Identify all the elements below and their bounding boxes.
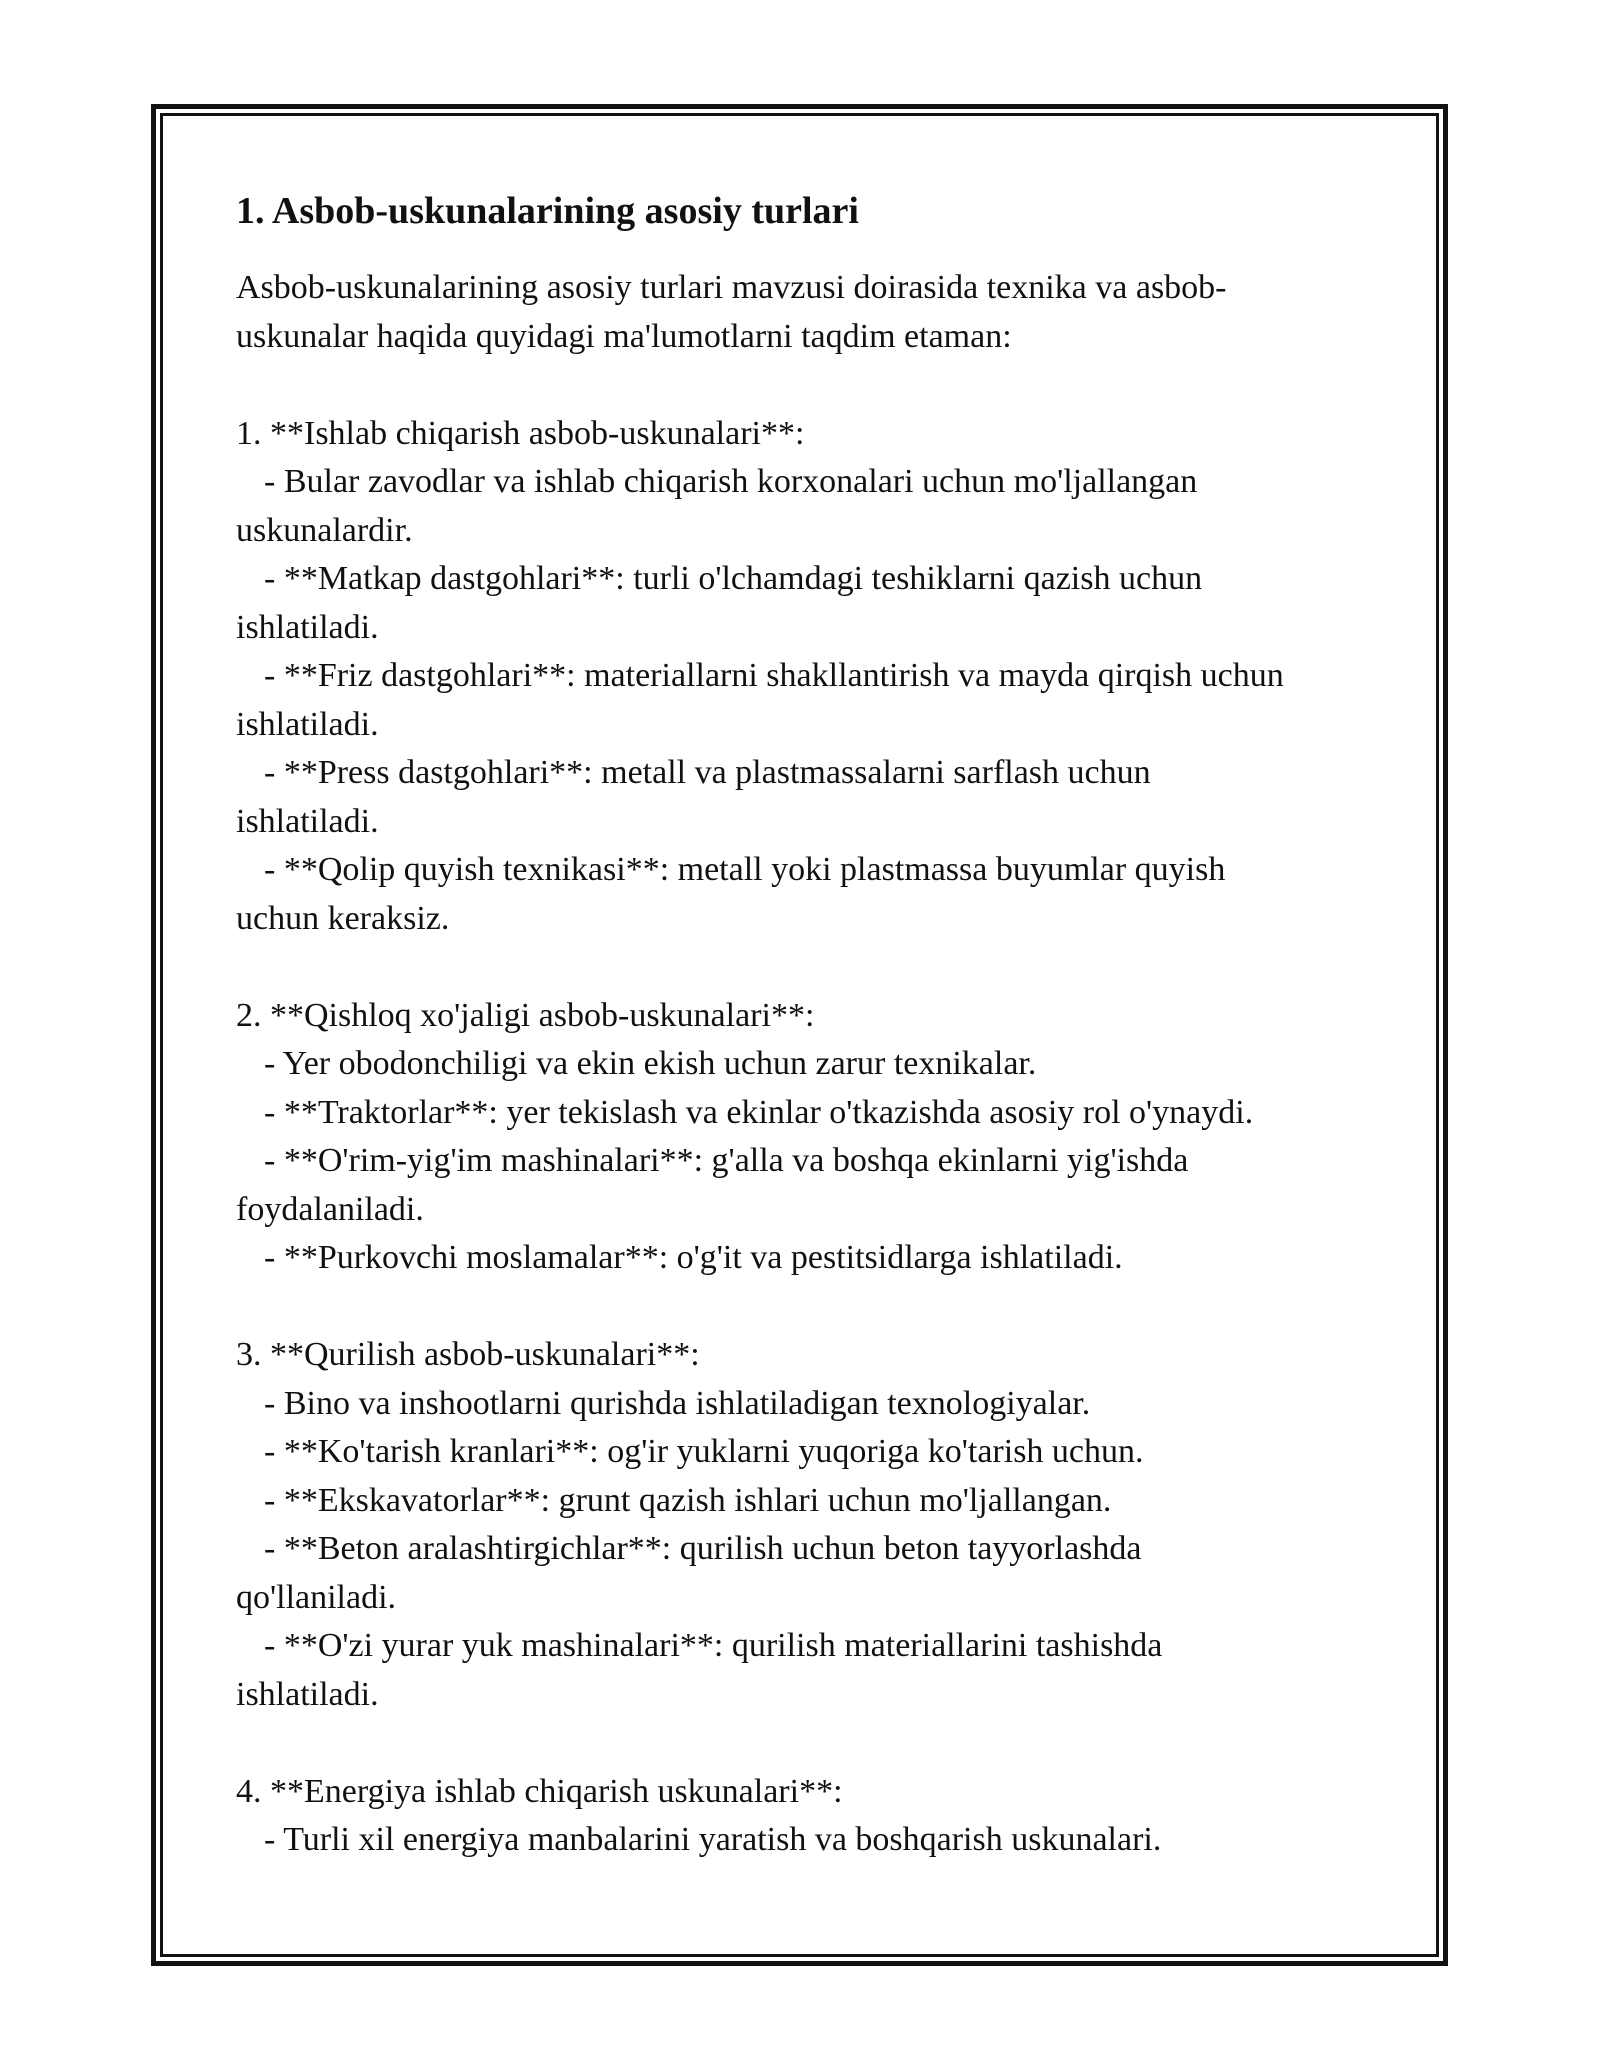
section [236,1331,1376,1719]
section [236,410,1376,944]
intro-line: uskunalar haqida quyidagi ma'lumotlarni taqdim etaman: [236,317,1012,355]
document-body [236,186,1376,1865]
section [236,1768,1376,1865]
list-item-continuation: ishlatiladi. [236,802,379,840]
list-item: - Yer obodonchiligi va ekin ekish uchun zarur texnikalar. [264,1045,1037,1082]
list-item: - **Qolip quyish texnikasi**: metall yoki plastmassa buyumlar quyish [264,851,1226,888]
list-item: - **Traktorlar**: yer tekislash va ekinlar o'tkazishda asosiy rol o'ynaydi. [264,1093,1254,1131]
list-item: - **O'zi yurar yuk mashinalari**: qurilish materiallarini tashishda [264,1627,1163,1664]
list-item-continuation: ishlatiladi. [236,1675,379,1713]
list-item-continuation: ishlatiladi. [236,705,379,743]
list-item: - **Ko'tarish kranlari**: og'ir yuklarni yuqoriga ko'tarish uchun. [264,1433,1144,1470]
section-title: 1. **Ishlab chiqarish asbob-uskunalari**: [236,414,805,452]
list-item: - **Matkap dastgohlari**: turli o'lchamdagi teshiklarni qazish uchun [264,560,1203,597]
page-title: 1. Asbob-uskunalarining asosiy turlari [236,190,859,232]
list-item: - Turli xil energiya manbalarini yaratish va boshqarish uskunalari. [264,1821,1162,1858]
list-item: - **Purkovchi moslamalar**: o'g'it va pestitsidlarga ishlatiladi. [264,1239,1123,1276]
intro-line: Asbob-uskunalarining asosiy turlari mavzusi doirasida texnika va asbob- [236,269,1227,306]
section-title: 4. **Energiya ishlab chiqarish uskunalari**: [236,1772,843,1810]
section-title: 2. **Qishloq xo'jaligi asbob-uskunalari**: [236,996,815,1034]
list-item: - Bular zavodlar va ishlab chiqarish korxonalari uchun mo'ljallangan [264,463,1198,500]
list-item-continuation: uchun keraksiz. [236,899,450,937]
blank-line [236,1719,1376,1768]
list-item-continuation: uskunalardir. [236,511,413,549]
list-item: - **O'rim-yig'im mashinalari**: g'alla va boshqa ekinlarni yig'ishda [264,1142,1189,1179]
blank-line [236,943,1376,992]
blank-line [236,1283,1376,1332]
list-item-continuation: qo'llaniladi. [236,1578,397,1616]
list-item: - **Beton aralashtirgichlar**: qurilish uchun beton tayyorlashda [264,1530,1142,1567]
list-item-continuation: foydalaniladi. [236,1190,424,1228]
list-item: - **Press dastgohlari**: metall va plastmassalarni sarflash uchun [264,754,1151,791]
list-item: - **Friz dastgohlari**: materiallarni shakllantirish va mayda qirqish uchun [264,657,1284,694]
list-item-continuation: ishlatiladi. [236,608,379,646]
section [236,992,1376,1283]
intro-paragraph [236,264,1376,361]
list-item: - **Ekskavatorlar**: grunt qazish ishlari uchun mo'ljallangan. [264,1481,1112,1519]
list-item: - Bino va inshootlarni qurishda ishlatiladigan texnologiyalar. [264,1384,1091,1422]
blank-line [236,361,1376,410]
sections-list [236,361,1376,1865]
section-title: 3. **Qurilish asbob-uskunalari**: [236,1336,700,1373]
